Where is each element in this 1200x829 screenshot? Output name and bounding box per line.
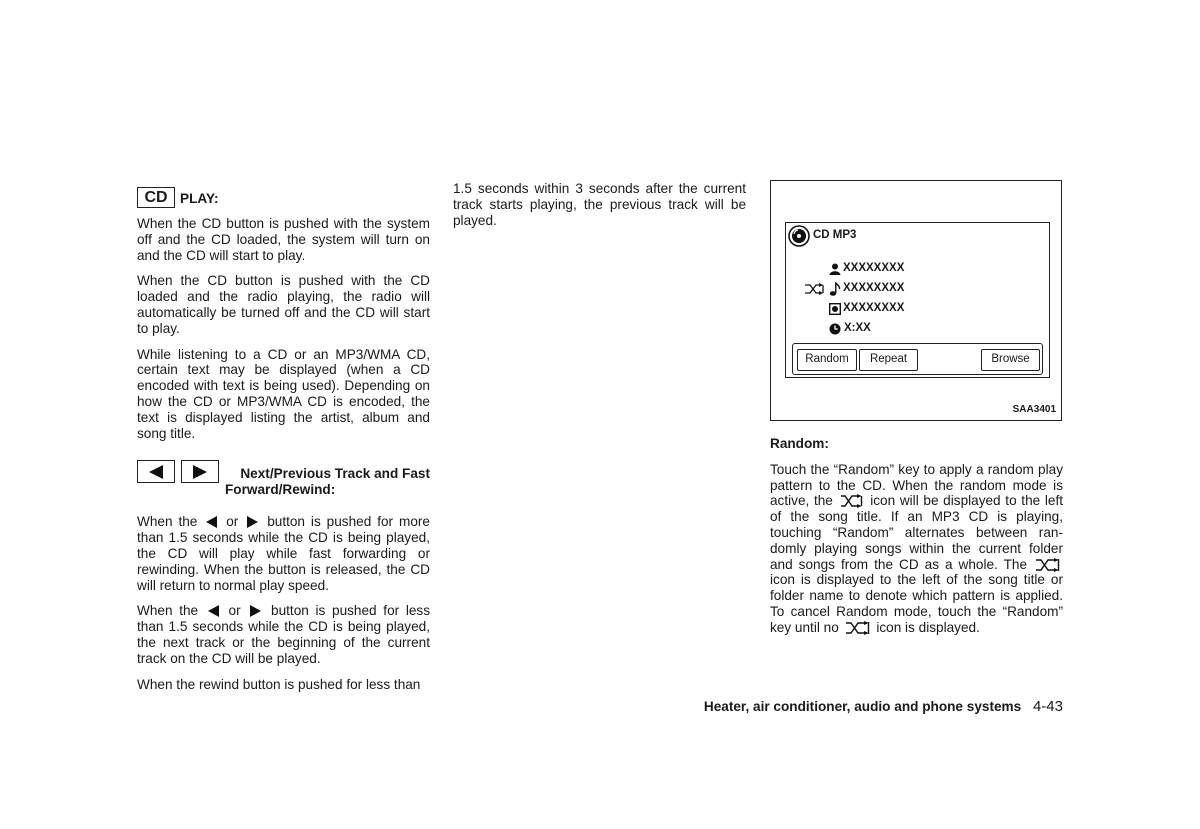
track-para-2	[137, 603, 430, 666]
rewind-key-icon	[137, 460, 175, 483]
song-text: XXXXXXXX	[843, 282, 905, 294]
cd-para-2: When the CD button is pushed with the CD loaded and the radio playing, the radio will automatically be turned off and the CD will start to play.	[137, 273, 430, 336]
random-text	[770, 462, 1063, 636]
album-text: XXXXXXXX	[843, 302, 905, 314]
cd-key-icon: CD	[137, 187, 175, 208]
track-para-1	[137, 514, 430, 593]
random-icon	[804, 283, 826, 295]
rewind-arrow-icon	[205, 516, 218, 528]
left-column	[137, 185, 430, 692]
random-line-5: touching “Random” alternates between ran-	[770, 524, 1063, 540]
random-line-3	[770, 493, 1063, 509]
middle-column	[453, 181, 746, 228]
browse-button[interactable]: Browse	[981, 349, 1040, 371]
rewind-arrow-icon	[207, 605, 220, 617]
artist-row	[829, 261, 904, 277]
random-line-8: icon is displayed to the left of the song title or	[770, 572, 1063, 588]
music-note-icon	[829, 282, 841, 296]
track-para-3: When the rewind button is pushed for less than	[137, 676, 421, 692]
cd-para-1: When the CD button is pushed with the system off and the CD loaded, the system will turn on and the CD will start to play.	[137, 216, 430, 263]
forward-key-icon	[181, 460, 219, 483]
cd-para-3: While listening to a CD or an MP3/WMA CD, certain text may be displayed (when a CD encoded with text is being used). Depending on how the CD or MP3/WMA CD is encoded, the text is displayed listing the artist, album and song title.	[137, 346, 430, 441]
clock-icon	[829, 323, 841, 335]
random-icon	[840, 494, 864, 508]
track-heading-line2: Forward/Rewind:	[225, 482, 336, 498]
album-icon	[829, 303, 841, 315]
person-icon	[829, 263, 841, 275]
line11-start: key until no	[770, 619, 839, 635]
disc-icon	[788, 225, 810, 247]
random-line-4: of the song title. If an MP3 CD is playing,	[770, 509, 1063, 525]
cd-display-figure	[770, 180, 1062, 421]
footer-section: Heater, air conditioner, audio and phone systems	[703, 699, 1022, 714]
para5-start: When the	[137, 603, 199, 619]
album-row	[829, 301, 904, 317]
random-line-1: Touch the “Random” key to apply a random play	[770, 461, 1063, 477]
track-heading	[137, 460, 430, 498]
random-icon	[1035, 558, 1061, 572]
source-label: CD MP3	[813, 229, 857, 242]
source-row	[788, 225, 856, 247]
random-line-6: domly playing songs within the current folder	[770, 540, 1063, 556]
random-line-10: To cancel Random mode, touch the “Random”	[770, 603, 1063, 619]
footer-page-number: 4-43	[1032, 698, 1063, 715]
para5-rest: button is pushed for less than 1.5 seconds while the CD is being played, the next track or the beginning of the current track on the CD will be played.	[137, 603, 431, 666]
figure-id: SAA3401	[1012, 404, 1056, 416]
mid-para-1: 1.5 seconds within 3 seconds after the current track starts playing, the previous track will be played.	[453, 181, 746, 228]
screen-button-bar	[792, 343, 1043, 375]
line3-end: icon will be displayed to the left	[870, 493, 1064, 509]
line3-start: active, the	[770, 493, 833, 509]
cd-play-heading	[137, 185, 430, 208]
random-heading: Random:	[770, 436, 829, 451]
para4-rest: button is pushed for more than 1.5 seconds while the CD is being played, the CD will play while fast forwarding or rewinding. When the button is released, the CD will return to normal play speed.	[137, 514, 430, 593]
para5-or: or	[228, 603, 241, 619]
forward-arrow-icon	[249, 605, 262, 617]
time-row	[829, 321, 871, 337]
play-heading: PLAY:	[180, 191, 219, 207]
right-column	[770, 436, 1063, 636]
random-line-7	[770, 557, 1063, 573]
song-row	[804, 281, 904, 297]
random-line-2: pattern to the CD. When the random mode is	[770, 477, 1063, 493]
audio-screen	[785, 222, 1050, 378]
forward-arrow-icon	[246, 516, 259, 528]
time-text: X:XX	[844, 322, 871, 334]
line11-end: icon is displayed.	[876, 619, 980, 635]
line7-text: and songs from the CD as a whole. The	[770, 556, 1027, 572]
random-icon	[845, 621, 871, 635]
track-heading-line1: Next/Previous Track and Fast	[240, 466, 430, 482]
para4-start: When the	[137, 514, 198, 530]
random-button[interactable]: Random	[797, 349, 857, 371]
artist-text: XXXXXXXX	[843, 262, 905, 274]
page-footer	[640, 699, 1063, 715]
random-line-11	[770, 620, 1063, 636]
para4-or: or	[226, 514, 239, 530]
repeat-button[interactable]: Repeat	[859, 349, 918, 371]
random-line-9: folder name to denote which pattern is applied.	[770, 588, 1063, 604]
